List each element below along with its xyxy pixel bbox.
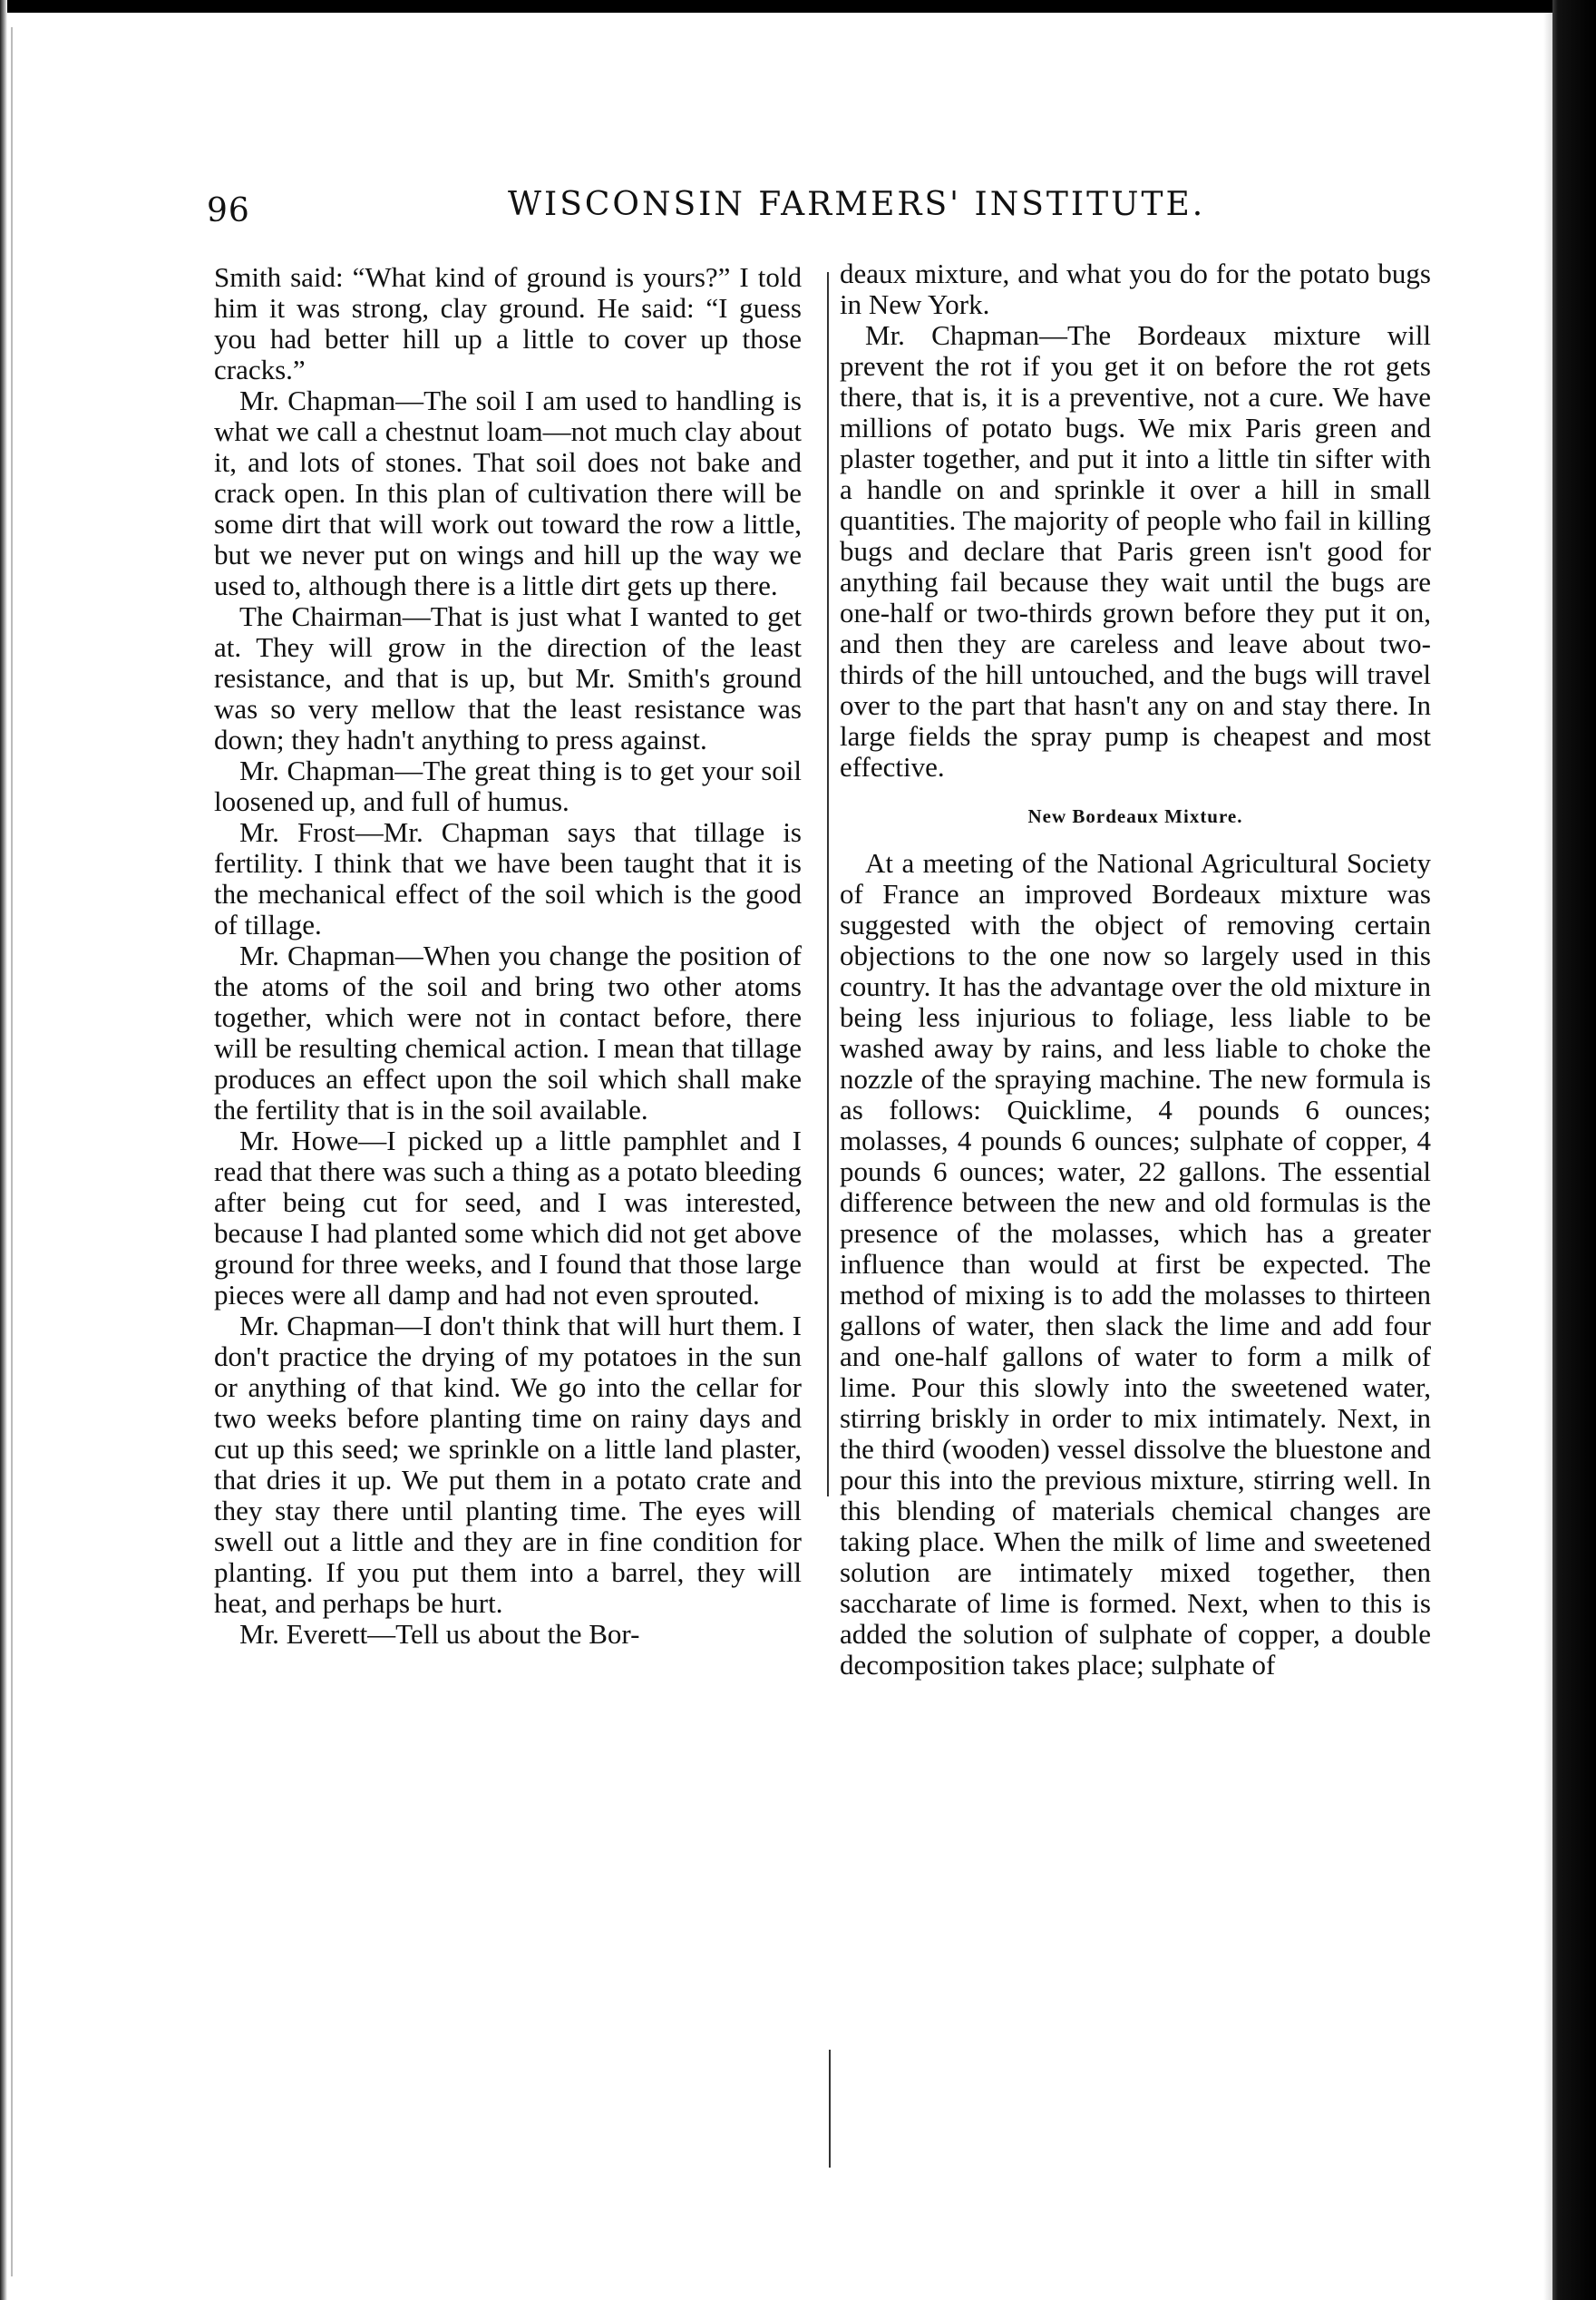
paragraph: At a meeting of the National Agricultural Society of France an improved Bordeaux mixture was suggested with the object of removing certain objections to the one now so largely used in this country. It has the advantage over the old mixture in being less injurious to foliage, less liable to be washed away by rains, and less liable to choke the nozzle of the spraying machine. The new formula is as follows: Quicklime, 4 pounds 6 ounces; molasses, 4 pounds 6 ounces; sulphate of copper, 4 pounds 6 ounces; water, 22 gallons. The essential difference between the new and old formulas is the presence of the molasses, which has a greater influence than would at first be expected. The method of mixing is to add the molasses to thirteen gallons of water, then slack the lime and add four and one-half gallons of water to form a milk of lime. Pour this slowly into the sweetened water, stirring briskly in order to mix intimately. Next, in the third (wooden) vessel dissolve the bluestone and pour this into the previous mixture, stirring well. In this blending of materials chemical changes are taking place. When the milk of lime and sweetened solution are intimately mixed together, then saccharate of lime is formed. Next, when to this is added the solution of sulphate of copper, a double decomposition takes place; sulphate of: [840, 847, 1431, 1681]
column-divider: [827, 272, 829, 1496]
right-column: [840, 258, 1431, 1681]
paragraph: Mr. Chapman—When you change the position of the atoms of the soil and bring two other atoms together, which were not in contact before, there will be resulting chemical action. I mean that tillage produces an effect upon the soil which shall make the fertility that is in the soil available.: [214, 940, 802, 1126]
scan-border-left: [0, 0, 7, 2300]
scan-border-right: [1552, 0, 1596, 2300]
running-head: WISCONSIN FARMERS' INSTITUTE.: [508, 186, 1206, 223]
scan-border-top: [0, 0, 1596, 13]
column-divider: [829, 2050, 831, 2168]
page-number: 96: [207, 192, 250, 229]
paragraph: Mr. Everett—Tell us about the Bor-: [239, 1618, 640, 1650]
paragraph: The Chairman—That is just what I wanted to get at. They will grow in the direction of the least resistance, and that is up, but Mr. Smith's ground was so very mellow that the least resistance was down; they hadn't anything to press against.: [214, 600, 802, 755]
paragraph: Mr. Howe—I picked up a little pamphlet and I read that there was such a thing as a potato bleeding after being cut for seed, and I was interested, because I had planted some which did not get above ground for three weeks, and I found that those large pieces were all damp and had not even sprouted.: [214, 1125, 802, 1311]
binding-shadow: [11, 27, 13, 2276]
section-heading: New Bordeaux Mixture.: [1027, 805, 1243, 827]
paragraph: Mr. Frost—Mr. Chapman says that tillage is fertility. I think that we have been taught that it is the mechanical effect of the soil which is the good of tillage.: [214, 816, 802, 940]
paragraph: Smith said: “What kind of ground is yours?” I told him it was strong, clay ground. He said: “I guess you had better hill up a little to cover up those cracks.”: [214, 261, 802, 385]
page-edge: [1543, 13, 1552, 2300]
left-column: [214, 262, 802, 1650]
paragraph: Mr. Chapman—The great thing is to get your soil loosened up, and full of humus.: [214, 755, 802, 817]
paragraph: deaux mixture, and what you do for the potato bugs in New York.: [840, 258, 1431, 320]
paragraph: Mr. Chapman—The Bordeaux mixture will prevent the rot if you get it on before the rot gets there, that is, it is a preventive, not a cure. We have millions of potato bugs. We mix Paris green and plaster together, and put it into a little tin sifter with a handle on and sprinkle it over a hill in small quantities. The majority of people who fail in killing bugs and declare that Paris green isn't good for anything fail because they wait until the bugs are one-half or two-thirds grown before they put it on, and then they are careless and leave about two-thirds of the hill untouched, and the bugs will travel over to the part that hasn't any on and stay there. In large fields the spray pump is cheapest and most effective.: [840, 319, 1431, 783]
paragraph: Mr. Chapman—I don't think that will hurt them. I don't practice the drying of my potatoes in the sun or anything of that kind. We go into the cellar for two weeks before planting time on rainy days and cut up this seed; we sprinkle on a little land plaster, that dries it up. We put them in a potato crate and they stay there until planting time. The eyes will swell out a little and they are in fine condition for planting. If you put them into a barrel, they will heat, and perhaps be hurt.: [214, 1310, 802, 1619]
paragraph: Mr. Chapman—The soil I am used to handling is what we call a chestnut loam—not much clay about it, and lots of stones. That soil does not bake and crack open. In this plan of cultivation there will be some dirt that will work out toward the row a little, but we never put on wings and hill up the way we used to, although there is a little dirt gets up there.: [214, 385, 802, 601]
